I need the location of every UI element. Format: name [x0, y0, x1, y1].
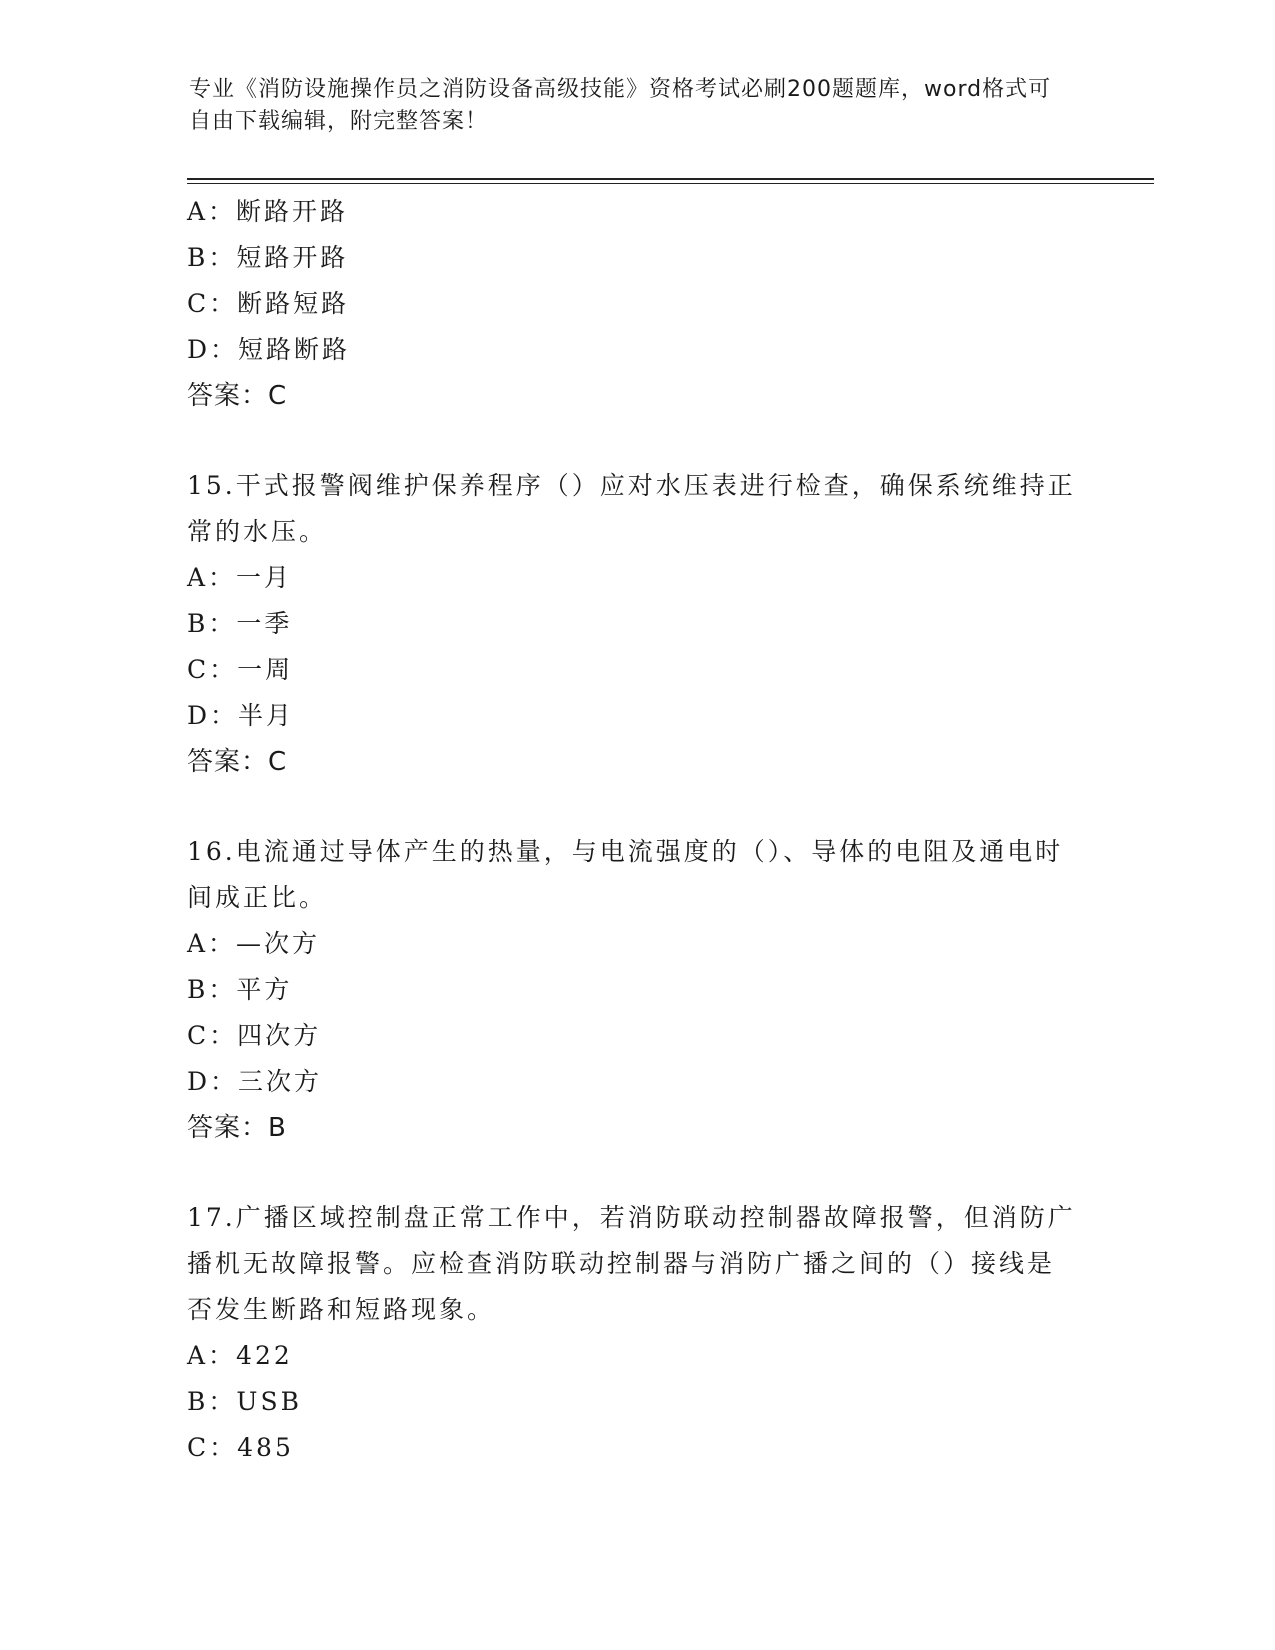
option-a: A：一月	[187, 563, 293, 592]
question-stem: 17.广播区域控制盘正常工作中，若消防联动控制器故障报警，但消防广播机无故障报警。应检查消防联动控制器与消防广播之间的（）接线是否发生断路和短路现象。	[187, 1203, 1076, 1324]
page-header: 专业《消防设施操作员之消防设备高级技能》资格考试必刷200题题库，word格式可自由下载编辑，附完整答案！	[189, 77, 1052, 134]
option-c: C：485	[187, 1433, 294, 1462]
option-d: D：短路断路	[187, 335, 351, 364]
option-d: D：三次方	[187, 1067, 323, 1096]
question-stem: 15.干式报警阀维护保养程序（）应对水压表进行检查，确保系统维持正常的水压。	[187, 471, 1076, 546]
option-d: D：半月	[187, 701, 295, 730]
question-16	[187, 829, 1087, 1151]
answer: 答案：B	[187, 1113, 287, 1143]
question-list	[187, 189, 1087, 1471]
option-c: C：断路短路	[187, 289, 350, 318]
question-stem: 16.电流通过导体产生的热量，与电流强度的（）、导体的电阻及通电时间成正比。	[187, 837, 1064, 912]
option-b: B：一季	[187, 609, 293, 638]
option-b: B：USB	[187, 1387, 302, 1416]
option-b: B：平方	[187, 975, 293, 1004]
option-a: A：断路开路	[187, 197, 349, 226]
option-a: A：—次方	[187, 929, 321, 958]
header-divider-thin	[187, 183, 1154, 184]
option-c: C：四次方	[187, 1021, 322, 1050]
question-15	[187, 463, 1087, 785]
question-14	[187, 189, 1087, 419]
question-17	[187, 1195, 1087, 1471]
option-c: C：一周	[187, 655, 294, 684]
option-a: A：422	[187, 1341, 293, 1370]
answer: 答案：C	[187, 381, 288, 411]
header-divider	[187, 178, 1154, 180]
option-b: B：短路开路	[187, 243, 349, 272]
answer: 答案：C	[187, 747, 288, 777]
